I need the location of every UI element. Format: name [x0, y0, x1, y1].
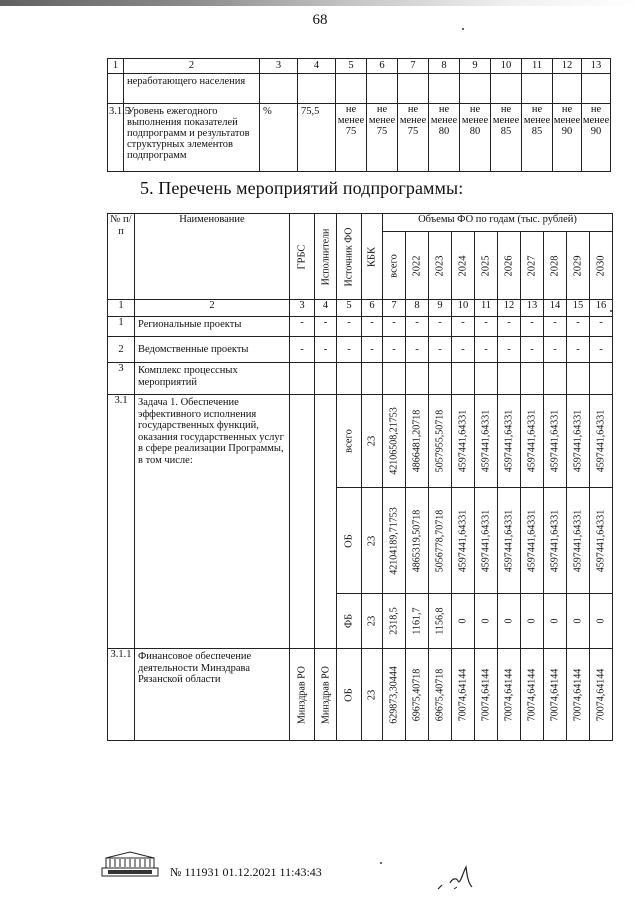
amount-cell: 0 [590, 594, 613, 649]
header-volumes: Объемы ФО по годам (тыс. рублей) [383, 214, 613, 232]
amount-cell: 69675,40718 [429, 649, 452, 741]
header-cell: 3 [260, 59, 298, 74]
header-kbk: КБК [362, 214, 383, 300]
header-cell: 10 [491, 59, 522, 74]
source-cell: всего [337, 395, 362, 488]
table-row [108, 363, 613, 395]
header-executors: Исполнители [315, 214, 337, 300]
amount-cell: 70074,64144 [452, 649, 475, 741]
amount-cell: 70074,64144 [475, 649, 498, 741]
header-row [108, 214, 613, 232]
amount-cell: 1156,8 [429, 594, 452, 649]
indicator-value: не менее 80 [460, 104, 491, 172]
section-title: 5. Перечень мероприятий подпрограммы: [140, 178, 464, 198]
row-name: Региональные проекты [135, 317, 290, 337]
subtask-name: Финансовое обеспечение деятельности Минздрава Рязанской области [135, 649, 290, 741]
dash-cell: - [544, 337, 567, 363]
table-row [108, 74, 611, 104]
amount-cell: 4597441,64331 [567, 488, 590, 594]
amount-cell: 0 [498, 594, 521, 649]
dash-cell: - [362, 337, 383, 363]
kbk-cell: 23 [362, 395, 383, 488]
dash-cell: - [475, 317, 498, 337]
header-cell: 5 [336, 59, 367, 74]
amount-cell: 4597441,64331 [452, 395, 475, 488]
column-number: 9 [429, 300, 452, 317]
amount-cell: 0 [452, 594, 475, 649]
indicator-value: не менее 75 [367, 104, 398, 172]
column-number: 11 [475, 300, 498, 317]
table-row [108, 337, 613, 363]
indicator-unit: % [260, 104, 298, 172]
dash-cell: - [337, 337, 362, 363]
indicator-value: не менее 75 [398, 104, 429, 172]
amount-cell: 4597441,64331 [498, 395, 521, 488]
amount-cell: 0 [567, 594, 590, 649]
amount-cell: 2318,5 [383, 594, 406, 649]
document-mark: № 111931 01.12.2021 11:43:43 [170, 865, 322, 879]
indicator-value: не менее 90 [553, 104, 582, 172]
dash-cell: - [315, 337, 337, 363]
header-cell: 4 [298, 59, 336, 74]
column-number: 10 [452, 300, 475, 317]
indicator-value: не менее 90 [582, 104, 611, 172]
amount-cell: 70074,64144 [521, 649, 544, 741]
indicator-value: не менее 85 [491, 104, 522, 172]
header-year: 2028 [544, 232, 567, 300]
kbk-cell: 23 [362, 488, 383, 594]
dash-cell: - [521, 317, 544, 337]
amount-cell: 70074,64144 [590, 649, 613, 741]
indicators-header-row [108, 59, 611, 74]
row-number: 2 [108, 337, 135, 363]
column-number: 3 [290, 300, 315, 317]
row-number: 1 [108, 317, 135, 337]
column-number: 5 [337, 300, 362, 317]
column-number: 16 [590, 300, 613, 317]
building-stamp-icon [100, 850, 160, 878]
amount-cell: 4865319,50718 [406, 488, 429, 594]
dash-cell: - [429, 317, 452, 337]
dash-cell: - [383, 317, 406, 337]
dash-cell: - [362, 317, 383, 337]
amount-cell: 5056778,70718 [429, 488, 452, 594]
header-year: 2022 [406, 232, 429, 300]
amount-cell: 4597441,64331 [475, 488, 498, 594]
header-year: 2027 [521, 232, 544, 300]
row-name: Комплекс процессных мероприятий [135, 363, 290, 395]
header-cell: 2 [124, 59, 260, 74]
column-number: 1 [108, 300, 135, 317]
dash-cell: - [498, 337, 521, 363]
amount-cell: 5057955,50718 [429, 395, 452, 488]
dash-cell: - [498, 317, 521, 337]
column-number: 6 [362, 300, 383, 317]
amount-cell: 4597441,64331 [544, 488, 567, 594]
dash-cell: - [406, 337, 429, 363]
header-cell: 6 [367, 59, 398, 74]
dash-cell: - [521, 337, 544, 363]
dash-cell: - [429, 337, 452, 363]
dash-cell: - [567, 317, 590, 337]
header-year: 2026 [498, 232, 521, 300]
header-cell: 7 [398, 59, 429, 74]
column-numbers-row [108, 300, 613, 317]
amount-cell: 0 [544, 594, 567, 649]
amount-cell: 4597441,64331 [475, 395, 498, 488]
dash-cell: - [475, 337, 498, 363]
dash-cell: - [337, 317, 362, 337]
amount-cell: 42106508,21753 [383, 395, 406, 488]
header-cell: 13 [582, 59, 611, 74]
row-name: Ведомственные проекты [135, 337, 290, 363]
amount-cell: 4597441,64331 [590, 488, 613, 594]
dash-cell: - [452, 317, 475, 337]
column-number: 8 [406, 300, 429, 317]
kbk-cell: 23 [362, 594, 383, 649]
table-row [108, 649, 613, 741]
table-row [108, 317, 613, 337]
amount-cell: 42104189,71753 [383, 488, 406, 594]
dash-cell: - [383, 337, 406, 363]
row-number: 3.1 [108, 395, 135, 649]
column-number: 4 [315, 300, 337, 317]
dash-cell: - [315, 317, 337, 337]
amount-cell: 1161,7 [406, 594, 429, 649]
dash-cell: - [590, 317, 613, 337]
continuation-text: неработающего населения [124, 74, 260, 104]
header-year: 2024 [452, 232, 475, 300]
header-source: Источник ФО [337, 214, 362, 300]
column-number: 12 [498, 300, 521, 317]
grbs-cell: Минздрав РО [290, 649, 315, 741]
source-cell: ОБ [337, 649, 362, 741]
header-total: всего [383, 232, 406, 300]
dash-cell: - [290, 317, 315, 337]
indicator-value: не менее 85 [522, 104, 553, 172]
dash-cell: - [290, 337, 315, 363]
amount-cell: 70074,64144 [498, 649, 521, 741]
task-name: Задача 1. Обеспечение эффективного исполнения государственных функций, оказания государственных услуг в сфере реализации Программы, в том числе: [135, 395, 290, 649]
indicator-name: Уровень ежегодного выполнения показателей подпрограмм и результатов структурных элементов подпрограмм [124, 104, 260, 172]
amount-cell: 4597441,64331 [452, 488, 475, 594]
column-number: 2 [135, 300, 290, 317]
scan-speck [462, 28, 464, 30]
activities-table [107, 213, 613, 741]
amount-cell: 4597441,64331 [590, 395, 613, 488]
header-cell: 11 [522, 59, 553, 74]
header-cell: 8 [429, 59, 460, 74]
header-num: № п/п [108, 214, 135, 300]
header-year: 2030 [590, 232, 613, 300]
dash-cell: - [452, 337, 475, 363]
indicator-base: 75,5 [298, 104, 336, 172]
header-year: 2023 [429, 232, 452, 300]
amount-cell: 70074,64144 [567, 649, 590, 741]
table-row [108, 104, 611, 172]
header-cell: 12 [553, 59, 582, 74]
header-year: 2025 [475, 232, 498, 300]
amount-cell: 4597441,64331 [498, 488, 521, 594]
source-cell: ФБ [337, 594, 362, 649]
dash-cell: - [567, 337, 590, 363]
page-number: 68 [312, 12, 328, 28]
amount-cell: 69675,40718 [406, 649, 429, 741]
dash-cell: - [590, 337, 613, 363]
header-cell: 9 [460, 59, 491, 74]
dash-cell: - [406, 317, 429, 337]
indicator-value: не менее 75 [336, 104, 367, 172]
scan-edge [0, 0, 640, 6]
amount-cell: 629873,30444 [383, 649, 406, 741]
column-number: 14 [544, 300, 567, 317]
header-name: Наименование [135, 214, 290, 300]
header-cell: 1 [108, 59, 124, 74]
row-number: 3.1.1 [108, 649, 135, 741]
executor-cell: Минздрав РО [315, 649, 337, 741]
amount-cell: 0 [475, 594, 498, 649]
amount-cell: 0 [521, 594, 544, 649]
indicators-table [107, 58, 611, 172]
header-year: 2029 [567, 232, 590, 300]
signature-icon [430, 855, 490, 895]
amount-cell: 4597441,64331 [567, 395, 590, 488]
column-number: 15 [567, 300, 590, 317]
row-number: 3 [108, 363, 135, 395]
table-row [108, 395, 613, 488]
source-cell: ОБ [337, 488, 362, 594]
column-number: 13 [521, 300, 544, 317]
scan-speck [380, 862, 382, 864]
scan-speck [610, 310, 612, 312]
amount-cell: 4597441,64331 [544, 395, 567, 488]
amount-cell: 4597441,64331 [521, 488, 544, 594]
header-grbs: ГРБС [290, 214, 315, 300]
amount-cell: 4866481,20718 [406, 395, 429, 488]
row-number: 3.1.5 [108, 104, 124, 172]
amount-cell: 70074,64144 [544, 649, 567, 741]
amount-cell: 4597441,64331 [521, 395, 544, 488]
dash-cell: - [544, 317, 567, 337]
indicator-value: не менее 80 [429, 104, 460, 172]
kbk-cell: 23 [362, 649, 383, 741]
column-number: 7 [383, 300, 406, 317]
